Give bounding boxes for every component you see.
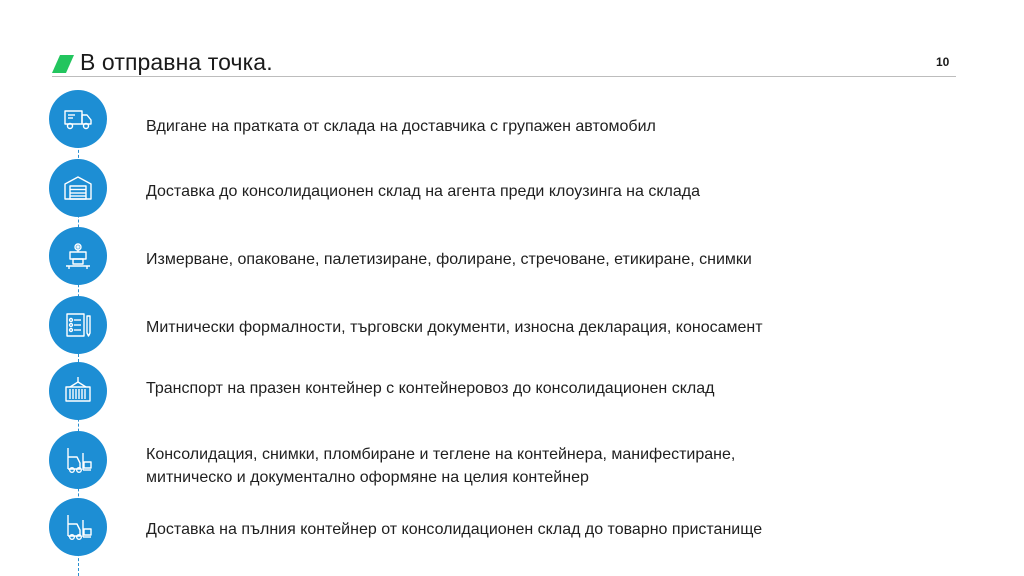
warehouse-icon xyxy=(49,159,107,217)
step-4-text: Митнически формалности, търговски документи, износна декларация, коносамент xyxy=(146,319,763,336)
step-5-text: Транспорт на празен контейнер с контейнеровоз до консолидационен склад xyxy=(146,380,715,397)
step-2-text: Доставка до консолидационен склад на агента преди клоузинга на склада xyxy=(146,183,700,200)
packaging-scale-icon xyxy=(49,227,107,285)
step-6-line-2: митническо и документално оформяне на целия контейнер xyxy=(146,469,589,486)
step-1-text: Вдигане на пратката от склада на доставчика с групажен автомобил xyxy=(146,118,656,135)
documents-icon xyxy=(49,296,107,354)
step-7-text: Доставка на пълния контейнер от консолидационен склад до товарно пристанище xyxy=(146,521,763,538)
header-divider xyxy=(52,76,956,77)
page-number: 10 xyxy=(936,55,950,69)
forklift-icon xyxy=(49,498,107,556)
accent-slash-icon xyxy=(52,55,74,73)
step-6-line-1: Консолидация, снимки, пломбиране и теглене на контейнера, манифестиране, xyxy=(146,446,736,463)
step-6-text xyxy=(146,443,926,489)
page-title: В отправна точка. xyxy=(80,49,273,75)
step-3-text: Измерване, опаковане, палетизиране, фолиране, стречоване, етикиране, снимки xyxy=(146,251,752,268)
forklift-icon xyxy=(49,431,107,489)
container-crane-icon xyxy=(49,362,107,420)
truck-icon xyxy=(49,90,107,148)
